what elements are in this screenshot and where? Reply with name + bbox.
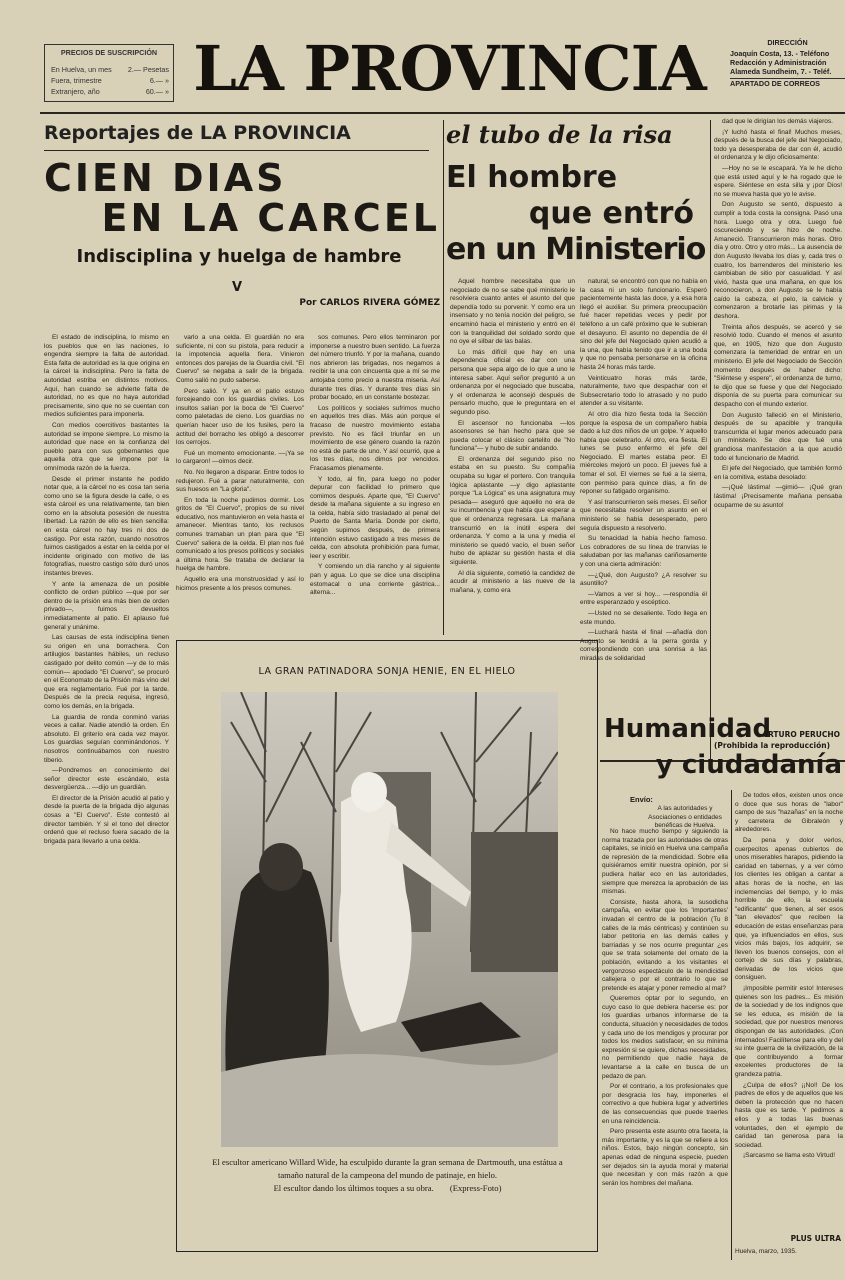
photo-image [221,692,558,1147]
paragraph: —Luchará hasta el final —añadía don Augusto se tendrá a la perra gorda y correspondiendo con una sonrisa a las miradas de solidaridad [580,629,707,662]
subscription-row [51,76,169,85]
article1-subtitle: Indisciplina y huelga de hambre [76,246,402,267]
subscription-price: 60.— » [145,87,169,96]
paragraph: —Vamos a ver si hoy... —respondía él entre esperanzado y escéptico. [580,590,707,607]
paragraph: —¡Qué lástima! —gimió— ¡Qué gran lástima! ¡Precisamente mañana pensaba ocuparme de su asunto! [714,484,842,509]
subscription-box [44,44,174,102]
paragraph: varlo a una celda. El guardián no era suficiente, ni con su pistola, para reducir a la impotencia aquella fiera. Vinieron entonces dos parejas de la Guardia civil. "El Cuervo" se negaba a salir de la brigada. Como salió no pudo saberse. [176,334,304,384]
paragraph: natural, se encontró con que no había en la casa ni un solo funcionario. Esperó pacientemente hasta las doce, y a esa hora llegó el auxiliar. Su primera preocupación fué hacer repetidas veces y pedir por teléfono a un café próximo que le subieran el desayuno. El asunto no dependía de él sino del jefe del Negociado quien acudió a la una, que había tenido que ir a una boda y que no pensaba personarse en la oficina hasta 24 horas más tarde. [580,278,707,371]
paragraph: Con medios coercitivos bastantes la autoridad se impone siempre. Lo mismo la autoridad que nace en la confianza del pueblo para con sus gobernantes que aquella otra que se impone por la omnímoda razón de la fuerza. [44,421,169,472]
article4-date: Huelva, marzo, 1935. [735,1248,797,1255]
paragraph: Consiste, hasta ahora, la susodicha campaña, en evitar que los 'importantes' invadan el centro de la población (Tu 8 calles de la más céntricas) y continúen su labor petitoria en las demás calles y barriadas y se nos ocurre preguntar ¿es que se trata solamente del ornato de la población, evitando a los visitantes el vergonzoso espectáculo de la mendicidad callejera o por el contrario lo que se pretende es atajar y poner remedio al mal? [602,898,728,992]
subscription-label: En Huelva, un mes [51,65,112,74]
paragraph: Don Augusto se sentó, dispuesto a cumplir a toda costa la consigna. Pasó una hora. Luego otra y otra. Luego fué oscureciendo y se hizo de noche. Amaneció. Transcurrieron más horas. Otro día y otro. Otro y otro más... La ausencia de don Augusto llevaba los días y, cada tres o cuatro, los barrenderos del ministerio les cambiaban de sitio por casualidad. Y así vivió, hasta que una mañana, en que los reconocieron, a don Augusto se le había caído la cabeza, el pelo, la calvicie y comenzaron a brotarle las pirimas y la deshora. [714,201,842,321]
article4-dedication: A las autoridades y Asociaciones o entidades benéficas de Huelva. [648,805,722,830]
paragraph: ¡Sarcasmo se llama esto Virtud! [743,1152,835,1160]
subscription-price: 2.— Pesetas [127,65,169,74]
paragraph: Por el contrario, a los profesionales que por desgracia los hay, imponerles el correctivo a que hubiera lugar y advertirles de las consecuencias que puede traerles en una reincidencia. [602,1083,728,1125]
paragraph: Pero presenta este asunto otra faceta, la más importante, y es la que se refiere a los niños. Estos, bajo ningún concepto, sin apenas edad de ninguna especie, pueden ser dejados sin la ayuda moral y material que necesitan y con más razón a que serán los hombres del mañana. [602,1128,728,1187]
paragraph: Y todo, al fin, para luego no poder depurar con facilidad lo primero que comimos después. Aparte que, "El Cuervo" desde la mañana siguiente a su ingreso en la celda, había sido trasladado al penal del Puerto de Santa María. Donde por cierto, según supimos después, de primera intención estuvo castigado a tres meses de celda, con absoluta prohibición para fumar, leer y escribir. [310,475,440,560]
article1-column-3 [310,334,440,624]
article2-title-line1: El hombre [446,160,618,195]
paragraph: Treinta años después, se acercó y se resolvió todo. Cuando el menos el asunto que, en 1905, hizo que don Augusto comenzara la temeridad de entrar en un ministerio. El jefe del Negociado de Sección momento después de haber dicho: "Siéntese y espere", el ordenanza de turno, le dijo que se fuese y que del Negociado disponía de su puerta para comunicar su despacho con el mundo exterior. [714,323,842,408]
paragraph: Veinticuatro horas más tarde, naturalmente, tuvo que despachar con el Subsecretario todo lo atrasado y no pudo atender a su visitante. [580,374,707,408]
paragraph: El ascensor no funcionaba —los ascensores se han hecho para que se pueda colocar el clásico cartelito de "No funciona"— y hubo de subir andando. [450,419,575,453]
paragraph: Las causas de esta indisciplina tienen su origen en una borrachera. Con artilugios bastantes hábiles, un recluso castigado por delito común —y de lo más común— apodado "El Cuervo", se procuró en el Economato de la Prisión más vino del que era reglamentario. Fué por la tarde. Después de la precia requisa, ingresó, como los demás, en la brigada. [44,634,169,710]
paragraph: ¡Imposible permitir esto! Intereses quienes son los padres... Es misión de la sociedad y de los indignos que se les educa, es misión de la sociedad, que por nuestros menores dispongan de las autoridades. ¡Con internados! Facilítense para ello y del su inte guerra de la civilización, de la que contribuyendo a formar excelentes productores de la grandeza patria. [735,985,843,1078]
subscription-row [51,65,169,74]
paragraph: —¿Qué, don Augusto? ¿A resolver su asuntillo? [580,571,707,588]
article3-column [714,118,842,710]
article4-title-line1: Humanidad [604,714,772,744]
paragraph: Aquello era una monstruosidad y así lo hicimos presente a los presos comunes. [176,576,304,592]
paragraph: Al día siguiente, cometió la candidez de acudir al ministerio a las nueve de la mañana, y, como era [450,569,575,594]
article1-chapter: V [232,280,243,295]
paragraph: Y así transcurrieron seis meses. El señor que necesitaba resolver un asunto en el ministerio se había desesperado, pero seguía dispuesto a resolverlo. [580,498,707,532]
article2-title-line3: en un Ministerio [446,232,706,267]
article2-kicker: el tubo de la risa [446,120,673,149]
paragraph: Da pena y dolor verlos, cuerpecitos apenas cubiertos de unos miserables harapos, pidiendo la caridad en tabernas, y a ver cómo los clientes les obligan a cantar a altas horas de la noche, en las inclemencias del tiempo, y lo más horrible de ello, la escuela "edificante" que tienen, al ser esos "tan elevados" que reciben la educación de estas enseñanzas para que, ya influenciados en ellos, sus vicios más bajos, los adquirir, se lleven los buenos consejos, con el cortejo de sus días y palabras, derivadas de los vicios que consiguen. [735,836,843,982]
paragraph: De todos ellos, existen unos once o doce que sus horas de "labor" campo de sus "hazañas" en la noche y carretera de Gibraleón y alrededores. [735,792,843,834]
article4-envio: Envío: [630,795,653,804]
paragraph: Lo más difícil que hay en una dependencia oficial es dar con una persona que sepa algo de lo que a uno le interesa saber. Aquí señor preguntó a un ordenanza por el negociado que buscaba, y el ordenanza le aconsejó después de pensarlo mucho, que le preguntara en el segundo piso. [450,348,575,416]
paragraph: La guardia de ronda conminó varias veces a callar. Nadie atendió la orden. En absoluto. El griterío era cada vez mayor. Los guardias seguían conminándonos. Y nosotros continuábamos con nuestro tiberio. [44,713,169,764]
subscription-label: Fuera, trimestre [51,76,102,85]
caption-text: El escultor americano Willard Wide, ha esculpido durante la gran semana de Dartmouth, una estátua a tamaño natural de la campeona del mundo de patinaje, en hielo. [212,1157,563,1180]
article1-title-line2: EN LA CARCEL [101,196,440,240]
caption-text: El escultor dando los últimos toques a su obra. [273,1183,434,1193]
paragraph: Desde el primer instante he podido notar que, a la cárcel no es cosa tan seria como uno se la figura desde la calle, o es esta cárcel es una relativamente, tan bien como en la absoluta posesión de nuestra libertad. La razón de ello es bien sencilla: en esta cárcel no hay tres ni dos de castigo. Por esta razón, cuando nosotros fuimos castigados a estar en la celda por el incidente originado con motivo de las fotografías, nuestro castigo sólo duró unos instantes breves. [44,475,169,578]
paragraph: Su tenacidad la había hecho famoso. Los cobradores de su línea de tranvías le saludaban por las mañanas cariñosamente y con una cierta admiración: [580,535,707,568]
column-rule [443,120,444,635]
article1-title-line1: CIEN DIAS [44,156,287,200]
paragraph: El director de la Prisión acudió al patio y desde la puerta de la brigada dijo algunas cosas a "El Cuervo". Este contestó al director también. Y si el tono del director ordenó que el recluso fuera sacado de la brigada para llevarlo a una celda. [44,794,169,845]
subscription-price: 6.— » [149,76,169,85]
subscription-title: PRECIOS DE SUSCRIPCIÓN [60,48,158,57]
photo-credit: (Express-Foto) [449,1183,502,1193]
article1-column-2 [176,334,304,624]
paragraph: No hace mucho tiempo y siguiendo la norma trazada por las autoridades de otras capitales, se inició en Huelva una campaña de represión de la mendicidad. Sobre ella quisiéramos emitir nuestra opinión, por si pudiera hallar eco en las autoridades, siempre que merezca la aprobación de las mismas. [602,828,728,896]
article2-column-1 [450,278,575,634]
sculpture-photo [221,692,558,1147]
article2-title-line2: que entró [528,196,694,231]
caption-line [200,1182,575,1195]
article4-column-2 [735,792,843,1232]
kicker-underline [44,150,429,151]
paragraph: sos comunes. Pero ellos terminaron por imponerse a nuestro buen sentido. La fuerza del número triunfó. Y por la mañana, cuando nos abrieron las brigadas, nos negamos a recibir la una con cincuenta que a mí se me antojaba como precio a nuestra miseria. Así durante tres días. Y durante tres días sin probar bocado, en un constante bostezar. [310,334,440,402]
article4-column-1 [602,828,728,1248]
paragraph: Aquel hombre necesitaba que un negociado de no se sabe qué ministerio le resolviera cuanto antes el asunto del que dependía todo su porvenir. Y como era un insensato y no tenía noción del peligro, se encaminó hacia el ministerio y entró en él con la tranquilidad del soldado sordo que no oye el silbar de las balas. [450,278,575,346]
direction-line: Redacción y Administración [730,58,827,67]
paragraph: Fué un momento emocionante. —¡Ya se lo cargaron! —oímos decir. [176,449,304,466]
article3-rights: (Prohibida la reproducción) [714,741,831,750]
paragraph: El estado de indisciplina, lo mismo en los pueblos que en las naciones, lo engendra siempre la falta de autoridad. Esta falta de autoridad es la que origina en la cárcel la indisciplina. Pero la falta de autoridad estriba en distintos motivos. Aquí, han cuando se advierte falta de autoridad, no es que no haya autoridad precisamente, sino que no se cuentan con medios suficientes para imponerla. [44,334,169,419]
masthead-rule [40,112,845,114]
paragraph: Los políticos y sociales sufrimos mucho en aquellos tres días. Más aún porque el fracaso de nuestro movimiento estaba previsto. No es fácil triunfar en un movimiento de ese género cuando la razón no está de parte de uno. Y así ocurrió, que a los tres días, nos dimos por vencidos. Fracasamos plenamente. [310,404,440,472]
direction-line: Joaquín Costa, 13. - Teléfono [730,49,830,58]
paragraph: dad que le dirigían los demás viajeros. [722,118,833,125]
paragraph: Y ante la amenaza de un posible conflicto de orden público —que por ser dentro de la prisión era más bien de orden privado—, fuimos devueltos inmediatamente al patio. El aplauso fué general y unánime. [44,580,169,631]
paragraph: No. No llegaron a disparar. Entre todos lo redujeron. Fué a parar naturalmente, con sus huesos en "La gloria". [176,468,304,494]
direction-line: Alameda Sundheim, 7. - Teléf. [730,67,832,76]
paragraph: ¡Y luchó hasta el final! Muchos meses, después de la busca del jefe del Negociado, todo ya desesperaba de dar con él, acudió el ordenanza y le dijo oficiosamente: [714,128,842,162]
article3-signature: ARTURO PERUCHO [762,730,840,739]
subscription-row [51,87,169,96]
direction-title: DIRECCIÓN [767,38,808,47]
paragraph: Queremos optar por lo segundo, en cuyo caso lo que debiera hacerse es: por los guardias urbanos informarse de la conducta, situación y necesidades de todos y cada uno de los mendigos y procurar por todos los medios satisfacer, en su mínima expresión si se quiere, dichas necesidades, no permitiendo que nadie haya de levantarse a la calle en busca de un pedazo de pan. [602,995,728,1080]
paragraph: El jefe del Negociado, que también formó en la comitiva, estaba desolado: [714,465,842,481]
article2-column-2 [580,278,707,752]
paragraph: —Usted no se desaliente. Todo llega en este mundo. [580,609,707,626]
paragraph: El ordenanza del segundo piso no estaba en su puesto. Su compañía ocupaba su lugar el portero. Con tranquila lógica aplastante —y digo aplastante porque "La Lógica" es una asignatura muy pesada— aseguró que aquello no era de su incumbencia y que había que esperar a que el ordenanza regresara. La mañana transcurrió en la inútil espera del ordenanza. Y como a la una y media el ministerio se quedó vacío, el buen señor hubo de aplazar su gestión hasta el día siguiente. [450,455,575,566]
paragraph: Pero salió. Y ya en el patio estuvo forcejeando con los guardias civiles. Los insultos salían por la boca de "El Cuervo" como paletadas de cieno. Los guardias no querían hacer uso de los fusiles, pero la actitud del borracho les obligó a descorrer los cerrojos. [176,387,304,447]
paragraph: —Hoy no se le escapará. Ya le he dicho que está usted aquí y le ha rogado que le espere. Siéntese en esta silla y ¡por Dios! no se mueva hasta que yo le avise. [714,164,842,198]
direction-box [730,38,845,88]
article1-column-1 [44,334,169,1256]
masthead-title: LA PROVINCIA [193,32,706,105]
article1-byline: Por CARLOS RIVERA GÓMEZ [299,298,440,308]
direction-line: APARTADO DE CORREOS [730,78,845,88]
article1-kicker: Reportajes de LA PROVINCIA [44,122,351,144]
subscription-label: Extranjero, año [51,87,100,96]
paragraph: Don Augusto falleció en el Ministerio, después de su apacible y tranquila transcurrida el lugar menos adecuado para un ministerio. Se dice que fué una grandiosa manifestación a la que acudió todo el funcionario de Madrid. [714,411,842,462]
paragraph: ¿Culpa de ellos? ¡¡No!! De los padres de ellos y de aquellos que les deben la protección que no hacen hasta que es tarde. Y pedimos a ellos y a todas las buenas voluntades, den el ejemplo de caridad tan generosa para la sociedad. [735,1081,843,1149]
paragraph: —Pondremos en conocimiento del señor director este escándalo, esta desvergüenza... —dijo un guardián. [44,767,169,792]
photo-title: LA GRAN PATINADORA SONJA HENIE, EN EL HIELO [258,666,516,677]
paragraph: Y comiendo un día rancho y al siguiente pan y agua. Lo que se dice una disciplina estomacal o una corriente gástrica... alterna... [310,563,440,597]
column-rule [731,790,732,1260]
article4-signature: PLUS ULTRA [790,1234,841,1243]
paragraph: En toda la noche pudimos dormir. Los gritos de "El Cuervo", propios de su nivel educativo, nos mantuvieron en vela hasta el amanecer. Mientras tanto, los reclusos comunes tramaban un plan para que "El Cuervo" saliera de la celda. El plan nos fué comunicado a los presos políticos y sociales a última hora. Se trataba de declarar la huelga de hambre. [176,496,304,573]
paragraph: Al otro día hizo fiesta toda la Sección porque la esposa de un compañero había dado a luz dos niños de un golpe. Y aquello había que celebrarlo. Al otro, era fiesta. El lunes se puso enfermo el jefe del Negociado. El martes estaba peor. El miércoles mejoró un poco. El jueves fué a tomar el sol. El viernes se fué a la sierra, con permiso para quince días, a fin de reponer su fatigado organismo. [580,410,707,496]
article4-title-line2: y ciudadanía [655,750,842,780]
column-rule [710,120,711,760]
photo-caption [200,1156,575,1195]
